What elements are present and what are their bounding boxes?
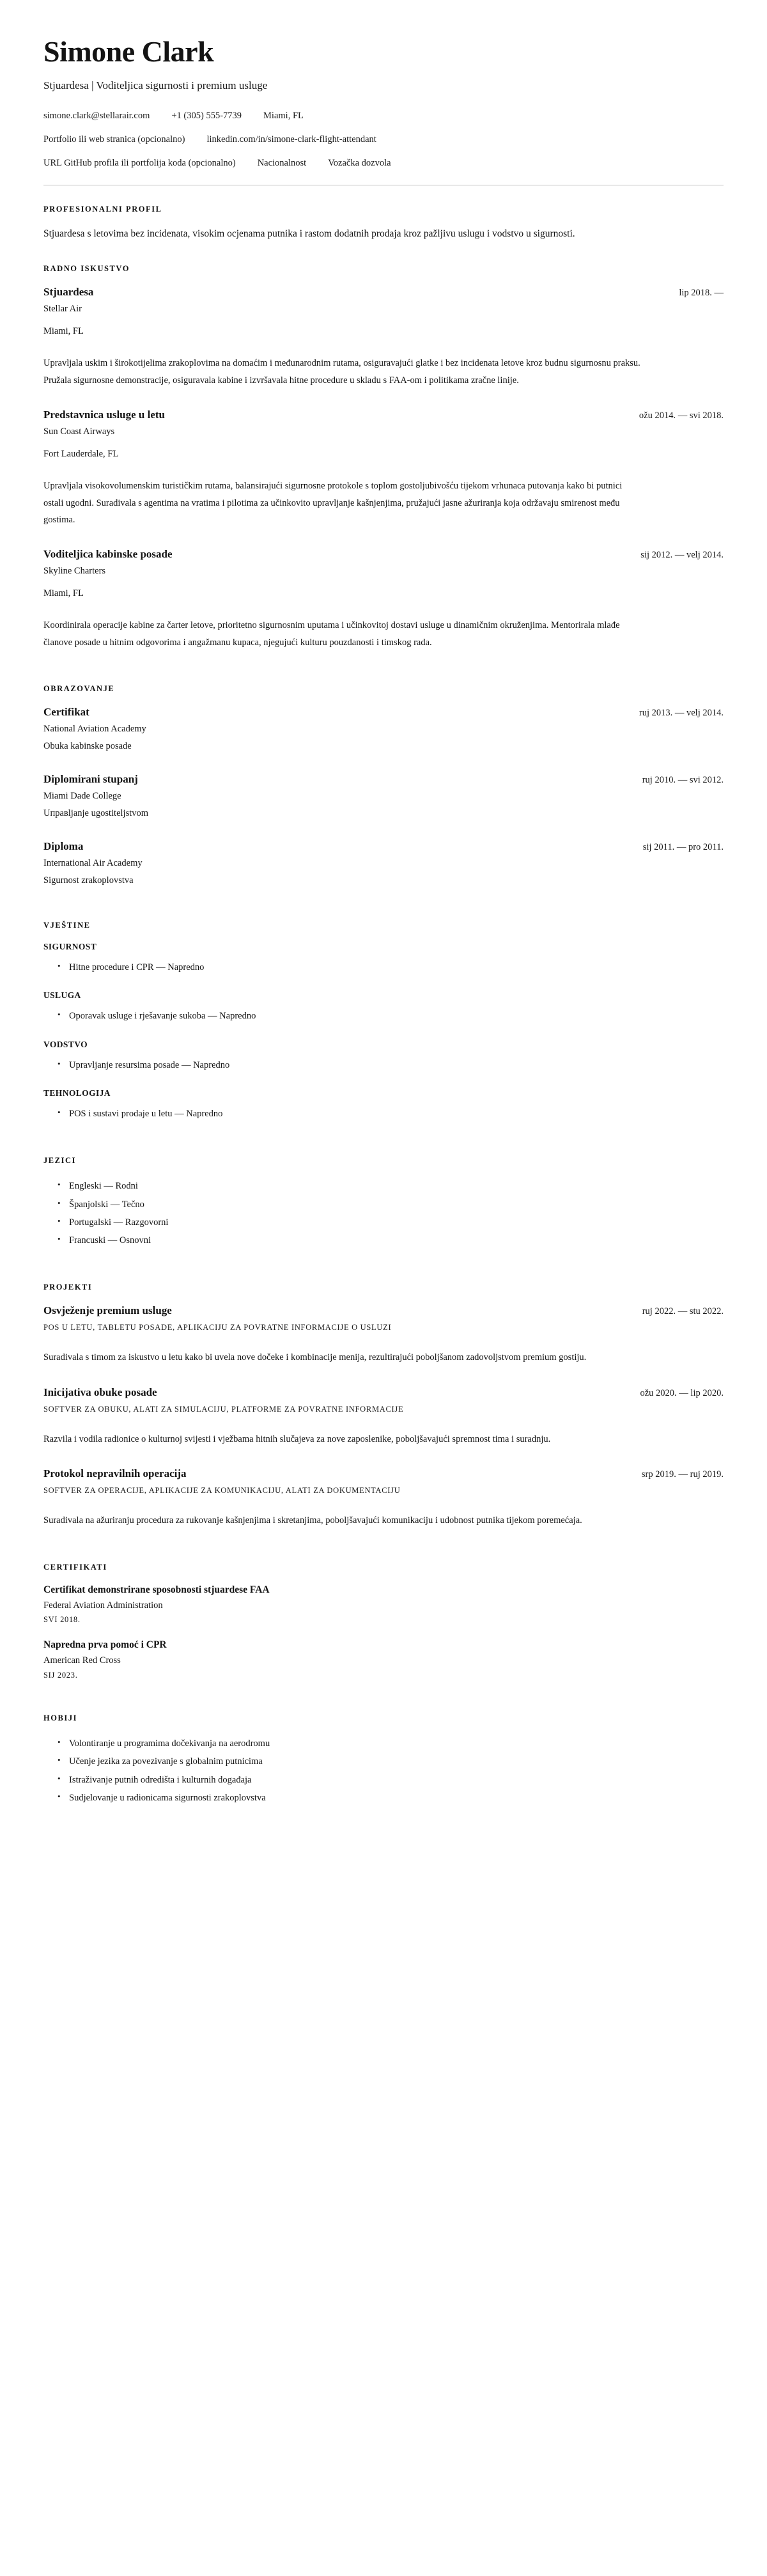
experience-entry <box>43 408 724 528</box>
section-title-hobbies: HOBIJI <box>43 1713 78 1723</box>
experience-company: Skyline Charters <box>43 566 106 577</box>
section-certificates <box>43 1563 724 1680</box>
project-tools: SOFTVER ZA OBUKU, ALATI ZA SIMULACIJU, PLATFORME ZA POVRATNE INFORMACIJE <box>43 1404 404 1414</box>
contact-portfolio-placeholder[interactable]: Portfolio ili web stranica (opcionalno) <box>43 134 185 145</box>
section-title-skills: VJEŠTINE <box>43 921 91 930</box>
layout-spacer <box>43 1271 724 1283</box>
layout-spacer <box>43 909 724 921</box>
section-title-education: OBRAZOVANJE <box>43 684 115 694</box>
skill-group-name: VODSTVO <box>43 1039 88 1049</box>
certificate-entry <box>43 1584 724 1625</box>
hobby-item: • Istraživanje putnih odredišta i kulturnih događaja <box>58 1771 724 1789</box>
skill-list <box>43 1007 724 1025</box>
experience-location: Miami, FL <box>43 588 84 598</box>
project-name: Osvježenje premium usluge <box>43 1304 172 1317</box>
education-field: Uпpaвljanje ugostiteljstvom <box>43 808 149 818</box>
skill-group-name: USLUGA <box>43 990 81 1001</box>
skill-group-name: SIGURNOST <box>43 942 97 952</box>
education-field: Sigurnost zrakoplovstva <box>43 875 134 886</box>
contact-nationality-placeholder[interactable]: Nacionalnost <box>257 157 307 168</box>
section-title-profile: PROFESIONALNI PROFIL <box>43 204 162 214</box>
section-title-projects: PROJEKTI <box>43 1283 93 1292</box>
contact-linkedin[interactable]: linkedin.com/in/simone-clark-flight-attendant <box>206 134 376 145</box>
skill-item: • Oporavak usluge i rješavanje sukoba — Napredno <box>58 1007 724 1025</box>
language-list <box>43 1177 724 1249</box>
education-school: Miami Dade College <box>43 791 121 802</box>
certificate-entry <box>43 1639 724 1680</box>
hobby-item: • Sudjelovanje u radionicama sigurnosti zrakoplovstva <box>58 1789 724 1807</box>
language-item: • Portugalski — Razgovorni <box>58 1214 724 1231</box>
section-title-languages: JEZICI <box>43 1156 76 1166</box>
layout-spacer <box>43 673 724 684</box>
project-dates: ožu 2020. — lip 2020. <box>640 1387 724 1398</box>
experience-entry <box>43 547 724 651</box>
education-dates: ruj 2013. — velj 2014. <box>639 708 724 719</box>
skill-item: • POS i sustavi prodaje u letu — Napredno <box>58 1105 724 1123</box>
contact-row-primary <box>43 109 724 123</box>
experience-company: Sun Coast Airways <box>43 426 115 437</box>
layout-spacer <box>43 1702 724 1713</box>
layout-spacer <box>43 1144 724 1156</box>
project-description: Suradivala na ažuriranju procedura za rukovanje kašnjenjima i skretanjima, poboljšavajući komunikaciju i udobnost putnika tijekom poremećaja. <box>43 1515 582 1526</box>
skill-group <box>43 942 724 976</box>
skill-item: • Hitne procedure i CPR — Napredno <box>58 958 724 976</box>
project-tools: POS U LETU, TABLETU POSADE, APLIKACIJU ZA POVRATNE INFORMACIJE O USLUZI <box>43 1323 392 1332</box>
contact-driving-license-placeholder[interactable]: Vozačka dozvola <box>328 157 391 168</box>
experience-description: Upravljala visokovolumenskim turističkim rutama, balansirajući sigurnosne protokole s toplom gostoljubivošću tijekom vrhunaca putovanja kako bi putnici ostali ugodni. Suradivala s agentima na vratima i pilotima za učinkovito upravljanje kašnjenjima, pružajući jasne ažuriranja koja održavaju smirenost među gostima. <box>43 481 623 525</box>
experience-entry-head <box>43 547 724 561</box>
project-tools: SOFTVER ZA OPERACIJE, APLIKACIJE ZA KOMUNIKACIJU, ALATI ZA DOKUMENTACIJU <box>43 1486 401 1495</box>
project-entry <box>43 1304 724 1366</box>
project-entry <box>43 1386 724 1448</box>
project-name: Protokol nepravilnih operacija <box>43 1467 187 1480</box>
experience-dates: lip 2018. — <box>679 288 724 299</box>
contact-row-web <box>43 133 724 147</box>
education-entry <box>43 839 724 887</box>
certificate-issuer: Federal Aviation Administration <box>43 1600 163 1611</box>
skill-list <box>43 1056 724 1074</box>
contact-email[interactable]: simone.clark@stellarair.com <box>43 111 150 121</box>
project-dates: ruj 2022. — stu 2022. <box>642 1306 724 1317</box>
experience-description: Koordinirala operacije kabine za čarter letove, prioritetno sigurnosnim uputama i učinkovitoj dostavi usluge u dinamičnim okruženjima. Mentorirala mlađe članove posade u hitnim odgovorima i angažmanu kupaca, njegujući kulturu pouzdanosti i timskog rada. <box>43 620 620 648</box>
certificate-date: SIJ 2023. <box>43 1671 78 1680</box>
experience-description: Upravljala uskim i širokotijelima zrakoplovima na domaćim i međunarodnim rutama, osiguravajući glatke i bez incidenata letove kroz budnu sigurnosnu praksu. Pružala sigurnosne demonstracije, osiguravala kabine i izvršavala hitne procedure u skladu s FAA-om i politikama zračne linije. <box>43 358 640 386</box>
project-dates: srp 2019. — ruj 2019. <box>641 1469 724 1480</box>
education-school: National Aviation Academy <box>43 724 146 735</box>
experience-entry-head <box>43 408 724 422</box>
experience-role: Voditeljica kabinske posade <box>43 548 173 561</box>
education-dates: sij 2011. — pro 2011. <box>642 842 724 853</box>
section-profile <box>43 205 724 243</box>
education-school: International Air Academy <box>43 858 143 869</box>
section-education <box>43 684 724 887</box>
project-entry-head <box>43 1304 724 1318</box>
project-entry-head <box>43 1386 724 1400</box>
section-title-experience: RADNO ISKUSTVO <box>43 264 130 274</box>
language-item: • Španjolski — Tečno <box>58 1196 724 1214</box>
experience-entry-head <box>43 285 724 299</box>
skill-item: • Upravljanje resursima posade — Napredno <box>58 1056 724 1074</box>
profile-summary-text: Stjuardesa s letovima bez incidenata, visokim ocjenama putnika i rastom dodatnih prodaja kroz pažljivu uslugu i vodstvo u sigurnosti. <box>43 228 575 239</box>
skill-list <box>43 958 724 976</box>
contact-location: Miami, FL <box>263 111 304 121</box>
project-entry <box>43 1467 724 1529</box>
skill-group <box>43 990 724 1025</box>
hobby-item: • Učenje jezika za povezivanje s globalnim putnicima <box>58 1752 724 1770</box>
education-field: Obuka kabinske posade <box>43 740 132 751</box>
experience-role: Predstavnica usluge u letu <box>43 409 166 421</box>
experience-company: Stellar Air <box>43 304 82 315</box>
certificate-name: Napredna prva pomoć i CPR <box>43 1639 167 1651</box>
project-description: Razvila i vodila radionice o kulturnoj svijesti i vježbama hitnih slučajeva za nove zaposlenike, poboljšavajući spremnost tima i suradnju. <box>43 1433 551 1444</box>
candidate-name: Simone Clark <box>43 35 214 68</box>
section-languages <box>43 1156 724 1249</box>
language-item: • Francuski — Osnovni <box>58 1231 724 1249</box>
skill-group <box>43 1088 724 1123</box>
experience-dates: sij 2012. — velj 2014. <box>640 550 724 561</box>
experience-role: Stjuardesa <box>43 286 94 299</box>
certificate-date: SVI 2018. <box>43 1615 81 1625</box>
contact-github-placeholder[interactable]: URL GitHub profila ili portfolija koda (opcionalno) <box>43 157 236 168</box>
experience-entry <box>43 285 724 389</box>
section-skills <box>43 921 724 1123</box>
project-description: Suradivala s timom za iskustvo u letu kako bi uvela nove dočeke i kombinacije menija, rezultirajući poboljšanom zadovoljstvom premium gostiju. <box>43 1352 587 1363</box>
language-item: • Engleski — Rodni <box>58 1177 724 1195</box>
layout-spacer <box>43 1551 724 1563</box>
education-dates: ruj 2010. — svi 2012. <box>642 775 724 786</box>
contact-phone[interactable]: +1 (305) 555-7739 <box>171 111 242 121</box>
hobby-item: • Volontiranje u programima dočekivanja na aerodromu <box>58 1735 724 1752</box>
education-degree: Diplomirani stupanj <box>43 773 138 786</box>
project-name: Inicijativa obuke posade <box>43 1386 157 1398</box>
experience-dates: ožu 2014. — svi 2018. <box>639 410 724 421</box>
education-degree: Diploma <box>43 840 84 853</box>
education-entry <box>43 772 724 820</box>
candidate-headline: Stjuardesa | Voditeljica sigurnosti i premium usluge <box>43 79 268 91</box>
skill-list <box>43 1105 724 1123</box>
education-degree: Certifikat <box>43 706 89 719</box>
hobby-list <box>43 1735 724 1807</box>
section-projects <box>43 1283 724 1529</box>
education-entry-head <box>43 772 724 786</box>
education-entry-head <box>43 705 724 719</box>
education-entry-head <box>43 839 724 854</box>
section-title-certificates: CERTIFIKATI <box>43 1562 107 1572</box>
certificate-name: Certifikat demonstrirane sposobnosti stjuardese FAA <box>43 1584 270 1595</box>
skill-group <box>43 1040 724 1074</box>
section-experience <box>43 264 724 651</box>
resume-header <box>43 36 724 171</box>
experience-location: Miami, FL <box>43 325 84 336</box>
section-hobbies <box>43 1713 724 1807</box>
experience-location: Fort Lauderdale, FL <box>43 448 119 459</box>
skill-group-name: TEHNOLOGIJA <box>43 1088 111 1098</box>
contact-row-extra <box>43 157 724 171</box>
certificate-issuer: American Red Cross <box>43 1655 121 1666</box>
project-entry-head <box>43 1467 724 1481</box>
education-entry <box>43 705 724 753</box>
